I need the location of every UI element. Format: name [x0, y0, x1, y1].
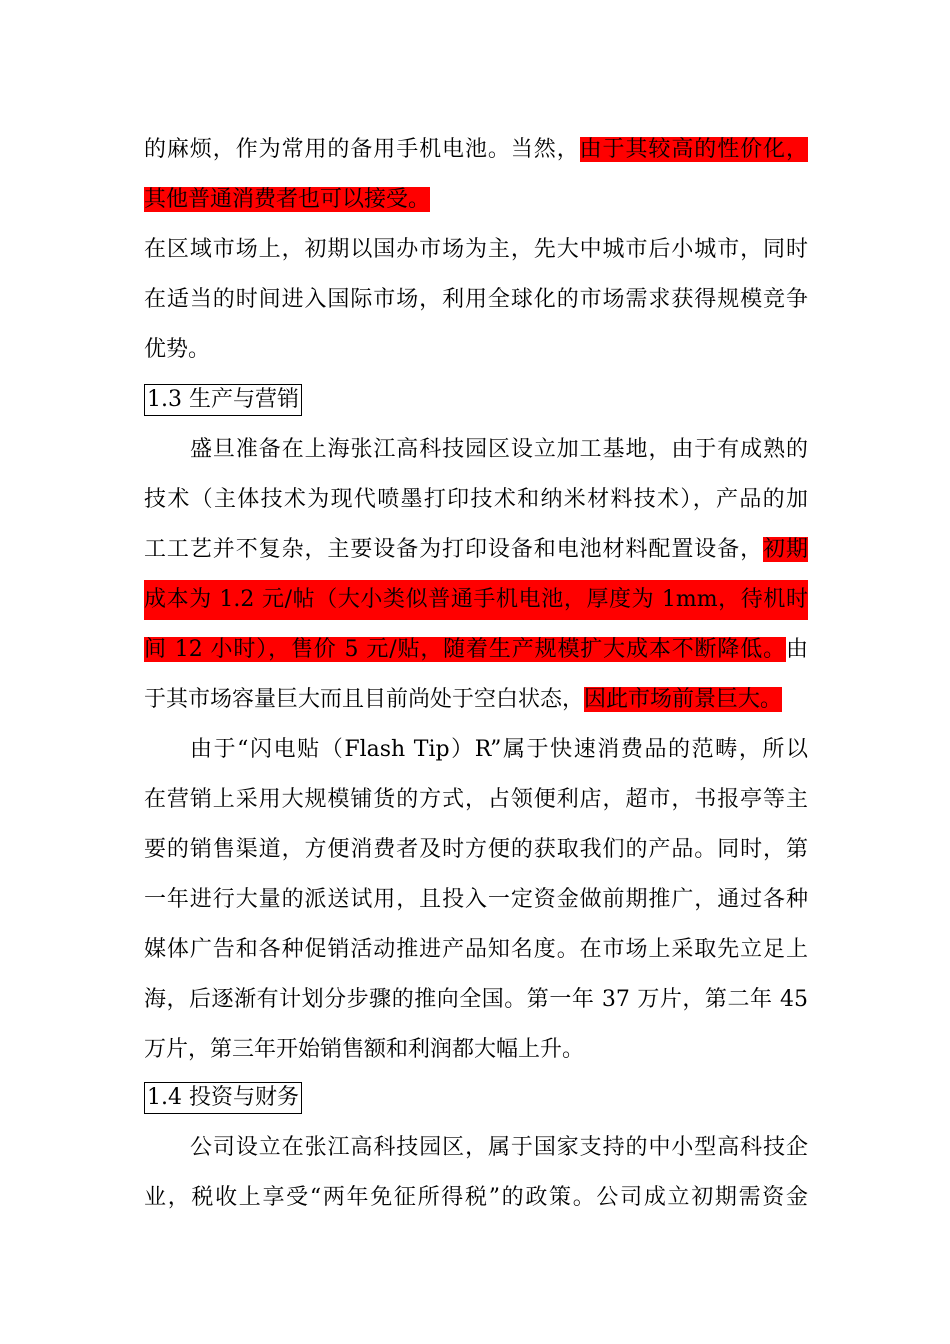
text-line: 媒体广告和各种促销活动推进产品知名度。在市场上采取先立足上 [144, 937, 808, 962]
text-span: 工工艺并不复杂，主要设备为打印设备和电池材料配置设备， [144, 537, 764, 562]
text-line: 一年进行大量的派送试用，且投入一定资金做前期推广，通过各种 [144, 887, 808, 912]
text-line: 盛旦准备在上海张江高科技园区设立加工基地，由于有成熟的 [190, 437, 808, 462]
text-span: 于其市场容量巨大而且目前尚处于空白状态， [144, 687, 585, 712]
highlighted-text: 初期 [763, 537, 808, 562]
text-line: 要的销售渠道，方便消费者及时方便的获取我们的产品。同时，第 [144, 837, 808, 862]
text-line: 优势。 [144, 337, 211, 362]
highlighted-text: 由于其较高的性价化， [579, 137, 808, 162]
text-line: 公司设立在张江高科技园区，属于国家支持的中小型高科技企 [190, 1135, 808, 1160]
text-span: 由 [785, 637, 808, 662]
section-heading-1-4: 1.4 投资与财务 [144, 1082, 302, 1114]
highlighted-text: 其他普通消费者也可以接受。 [144, 187, 431, 212]
text-line [144, 630, 808, 670]
text-line: 在区域市场上，初期以国办市场为主，先大中城市后小城市，同时 [144, 237, 808, 262]
text-line [144, 130, 808, 170]
text-line: 在营销上采用大规模铺货的方式，占领便利店，超市，书报亭等主 [144, 787, 808, 812]
highlighted-text: 成本为 1.2 元/帖（大小类似普通手机电池，厚度为 1mm，待机时 [144, 580, 808, 620]
text-line [144, 530, 808, 570]
section-heading-1-3: 1.3 生产与营销 [144, 384, 302, 416]
text-line: 在适当的时间进入国际市场，利用全球化的市场需求获得规模竞争 [144, 287, 808, 312]
text-line: 业，税收上享受“两年免征所得税”的政策。公司成立初期需资金 [144, 1185, 808, 1210]
highlighted-text: 因此市场前景巨大。 [584, 687, 783, 712]
text-line [144, 180, 808, 220]
text-line: 海，后逐渐有计划分步骤的推向全国。第一年 37 万片，第二年 45 [144, 987, 808, 1012]
text-line [144, 680, 808, 720]
text-line: 技术（主体技术为现代喷墨打印技术和纳米材料技术），产品的加 [144, 487, 808, 512]
text-span: 的麻烦，作为常用的备用手机电池。当然， [144, 137, 580, 162]
highlighted-text: 间 12 小时），售价 5 元/贴，随着生产规模扩大成本不断降低。 [144, 637, 786, 662]
text-line: 万片，第三年开始销售额和利润都大幅上升。 [144, 1037, 585, 1062]
text-line: 由于“闪电贴（Flash Tip）R”属于快速消费品的范畴，所以 [190, 737, 808, 762]
